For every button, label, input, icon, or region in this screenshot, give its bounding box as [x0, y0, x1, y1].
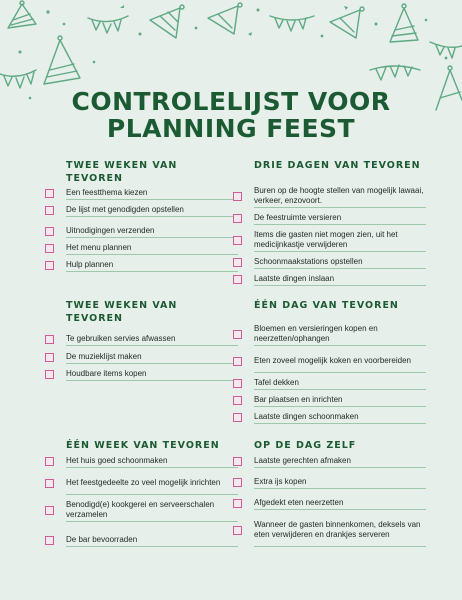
- checkbox[interactable]: [45, 457, 54, 466]
- section-heading: OP DE DAG ZELF: [254, 440, 357, 451]
- bunting-icon: [370, 65, 420, 80]
- checkbox[interactable]: [233, 275, 242, 284]
- list-item: [254, 323, 426, 346]
- title-line-2: PLANNING FEEST: [106, 114, 356, 143]
- list-item: [254, 476, 426, 489]
- checkbox[interactable]: [233, 396, 242, 405]
- party-hat-icon: [208, 3, 242, 34]
- item-label: Bar plaatsen en inrichten: [254, 394, 343, 404]
- list-item: [254, 514, 426, 547]
- item-label: De bar bevoorraden: [66, 534, 138, 544]
- list-item: [66, 204, 238, 217]
- item-label: De lijst met genodigden opstellen: [66, 204, 184, 214]
- checkbox[interactable]: [233, 499, 242, 508]
- checkbox[interactable]: [45, 206, 54, 215]
- list-item: [254, 229, 426, 252]
- checklist: [254, 323, 426, 424]
- item-label: Laatste dingen schoonmaken: [254, 411, 359, 421]
- checkbox[interactable]: [233, 236, 242, 245]
- item-label: Houdbare items kopen: [66, 368, 147, 378]
- list-item: [254, 212, 426, 225]
- checklist: [66, 187, 238, 272]
- item-label: Het feestgedeelte zo veel mogelijk inrichten: [66, 477, 221, 487]
- checkbox[interactable]: [233, 526, 242, 535]
- checkbox[interactable]: [45, 353, 54, 362]
- section-two-weeks-a: [66, 159, 238, 276]
- list-item: [254, 256, 426, 269]
- checkbox[interactable]: [233, 214, 242, 223]
- list-item: [66, 259, 238, 272]
- item-label: Schoonmaakstations opstellen: [254, 256, 363, 266]
- item-label: De muzieklijst maken: [66, 351, 142, 361]
- checkbox[interactable]: [233, 357, 242, 366]
- section-heading: ÉÉN DAG VAN TEVOREN: [254, 300, 399, 311]
- section-heading: TWEE WEKEN VAN TEVOREN: [66, 300, 178, 324]
- item-label: Te gebruiken servies afwassen: [66, 333, 176, 343]
- list-item: [254, 377, 426, 390]
- list-item: [66, 455, 238, 468]
- checkbox[interactable]: [233, 478, 242, 487]
- item-label: Extra ijs kopen: [254, 476, 307, 486]
- section-heading: ÉÉN WEEK VAN TEVOREN: [66, 440, 220, 451]
- confetti-icon: [19, 5, 448, 99]
- checkbox[interactable]: [45, 227, 54, 236]
- checkbox[interactable]: [233, 192, 242, 201]
- party-hat-icon: [44, 36, 80, 84]
- item-label: Bloemen en versieringen kopen en neerzetten/ophangen: [254, 323, 378, 343]
- item-label: Laatste dingen inslaan: [254, 273, 335, 283]
- checkbox[interactable]: [45, 335, 54, 344]
- checkbox[interactable]: [45, 261, 54, 270]
- bunting-icon: [88, 16, 128, 33]
- checkbox[interactable]: [45, 189, 54, 198]
- list-item: [254, 455, 426, 468]
- checkbox[interactable]: [233, 457, 242, 466]
- list-item: [254, 273, 426, 286]
- checklist: [66, 333, 238, 381]
- list-item: [66, 472, 238, 495]
- party-hat-icon: [8, 1, 36, 28]
- checklist: [66, 455, 238, 547]
- list-item: [254, 394, 426, 407]
- checkbox[interactable]: [45, 370, 54, 379]
- checkbox[interactable]: [233, 413, 242, 422]
- checkbox[interactable]: [45, 244, 54, 253]
- item-label: Wanneer de gasten binnenkomen, deksels van eten verwijderen en drankjes serveren: [254, 519, 421, 539]
- section-two-weeks-b: [66, 299, 238, 385]
- item-label: Hulp plannen: [66, 259, 114, 269]
- bunting-icon: [270, 16, 314, 31]
- item-label: Tafel dekken: [254, 377, 299, 387]
- item-label: De feestruimte versieren: [254, 212, 342, 222]
- bunting-icon: [0, 70, 36, 88]
- list-item: [66, 368, 238, 381]
- item-label: Het menu plannen: [66, 242, 132, 252]
- checkbox[interactable]: [45, 506, 54, 515]
- item-label: Afgedekt eten neerzetten: [254, 497, 344, 507]
- section-heading: TWEE WEKEN VAN TEVOREN: [66, 160, 178, 184]
- checklist: [254, 185, 426, 286]
- page-title: [0, 88, 462, 142]
- checkbox[interactable]: [45, 479, 54, 488]
- item-label: Benodigd(e) kookgerei en serveerschalen verzamelen: [66, 499, 215, 519]
- checklist: [254, 455, 426, 547]
- checkbox[interactable]: [233, 330, 242, 339]
- list-item: [254, 497, 426, 510]
- list-item: [66, 499, 238, 522]
- item-label: Uitnodigingen verzenden: [66, 225, 155, 235]
- item-label: Laatste gerechten afmaken: [254, 455, 351, 465]
- item-label: Het huis goed schoonmaken: [66, 455, 168, 465]
- list-item: [254, 185, 426, 208]
- party-hat-icon: [330, 7, 364, 38]
- list-item: [66, 187, 238, 200]
- section-three-days: [254, 159, 426, 290]
- section-heading: DRIE DAGEN VAN TEVOREN: [254, 160, 421, 171]
- list-item: [66, 534, 238, 547]
- bunting-icon: [430, 42, 462, 58]
- list-item: [254, 411, 426, 424]
- list-item: [66, 225, 238, 238]
- section-one-day: [254, 299, 426, 428]
- item-label: Eten zoveel mogelijk koken en voorbereiden: [254, 355, 411, 365]
- list-item: [66, 333, 238, 346]
- list-item: [66, 351, 238, 364]
- checkbox[interactable]: [233, 258, 242, 267]
- section-day-of: [254, 439, 426, 551]
- party-hat-icon: [150, 5, 184, 38]
- item-label: Items die gasten niet mogen zien, uit het medicijnkastje verwijderen: [254, 229, 398, 249]
- item-label: Buren op de hoogte stellen van mogelijk lawaai, verkeer, enzovoort.: [254, 185, 424, 205]
- list-item: [66, 242, 238, 255]
- section-one-week: [66, 439, 238, 551]
- list-item: [254, 350, 426, 373]
- checkbox[interactable]: [45, 536, 54, 545]
- party-hat-icon: [390, 4, 418, 42]
- title-line-1: CONTROLELIJST VOOR: [71, 87, 391, 116]
- checkbox[interactable]: [233, 379, 242, 388]
- item-label: Een feestthema kiezen: [66, 187, 148, 197]
